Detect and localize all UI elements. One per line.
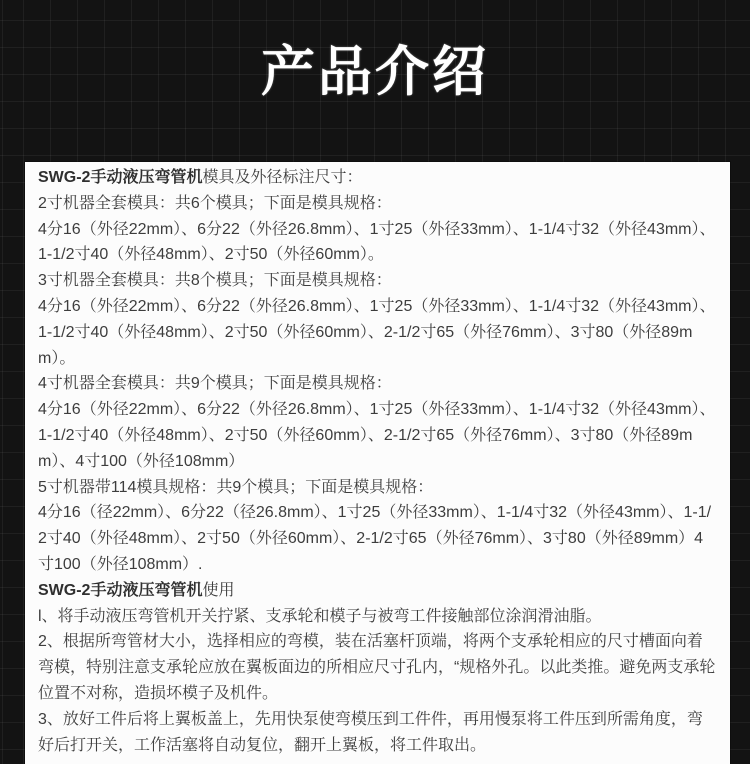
spec-2inch-molds: 4分16（外径22mm）、6分22（外径26.8mm）、1寸25（外径33mm）、1-1/4寸32（外径43mm）、1-1/2寸40（外径48mm）、2寸50（外径60mm）。 xyxy=(38,220,716,264)
usage-heading-text: 使用 xyxy=(202,581,235,599)
spec-4inch-molds: 4分16（外径22mm）、6分22（外径26.8mm）、1寸25（外径33mm）、1-1/4寸32（外径43mm）、1-1/2寸40（外径48mm）、2寸50（外径60mm）、2-1/2寸65（外径76mm）、3寸80（外径89mm）、4寸100（外径108mm） xyxy=(38,401,716,470)
spec-2inch-summary: 2寸机器全套模具：共6个模具；下面是模具规格： xyxy=(38,194,392,212)
spec-4inch-summary: 4寸机器全套模具：共9个模具；下面是模具规格： xyxy=(38,375,392,393)
product-description-panel xyxy=(25,162,730,764)
specs-heading xyxy=(38,165,717,191)
specs-heading-text: 模具及外径标注尺寸： xyxy=(202,169,363,186)
product-model-name: SWG-2手动液压弯管机 xyxy=(38,581,203,599)
usage-step-3: 3、放好工件后将上翼板盖上，先用快泵使弯模压到工件件，再用慢泵将工件压到所需角度，弯好后打开关，工作活塞将自动复位，翻开上翼板，将工件取出。 xyxy=(38,710,703,754)
product-model-name: SWG-2手动液压弯管机 xyxy=(38,169,203,186)
spec-3inch-molds: 4分16（外径22mm）、6分22（外径26.8mm）、1寸25（外径33mm）、1-1/4寸32（外径43mm）、1-1/2寸40（外径48mm）、2寸50（外径60mm）、2-1/2寸65（外径76mm）、3寸80（外径89mm）。 xyxy=(38,297,716,367)
usage-heading xyxy=(38,578,717,604)
spec-5inch-molds: 4分16（径22mm）、6分22（径26.8mm）、1寸25（外径33mm）、1-1/4寸32（外径43mm）、1-1/2寸40（外径48mm）、2寸50（外径60mm）、2-1/2寸65（外径76mm）、3寸80（外径89mm）4寸100（外径108mm）. xyxy=(38,504,712,573)
spec-5inch-summary: 5寸机器带114模具规格：共9个模具；下面是模具规格： xyxy=(38,478,434,496)
page-title: 产品介绍 xyxy=(261,42,489,102)
title-banner xyxy=(0,0,750,104)
usage-step-2: 2、根据所弯管材大小，选择相应的弯模，装在活塞杆顶端，将两个支承轮相应的尺寸槽面向着弯模，特别注意支承轮应放在翼板面边的所相应尺寸孔内，“规格外孔。以此类推。避免两支承轮位置不对称，造损坏模子及机件。 xyxy=(38,633,716,702)
usage-step-1: l、将手动液压弯管机开关拧紧、支承轮和模子与被弯工件接触部位涂润滑油脂。 xyxy=(38,607,602,625)
spec-3inch-summary: 3寸机器全套模具：共8个模具；下面是模具规格： xyxy=(38,272,392,290)
